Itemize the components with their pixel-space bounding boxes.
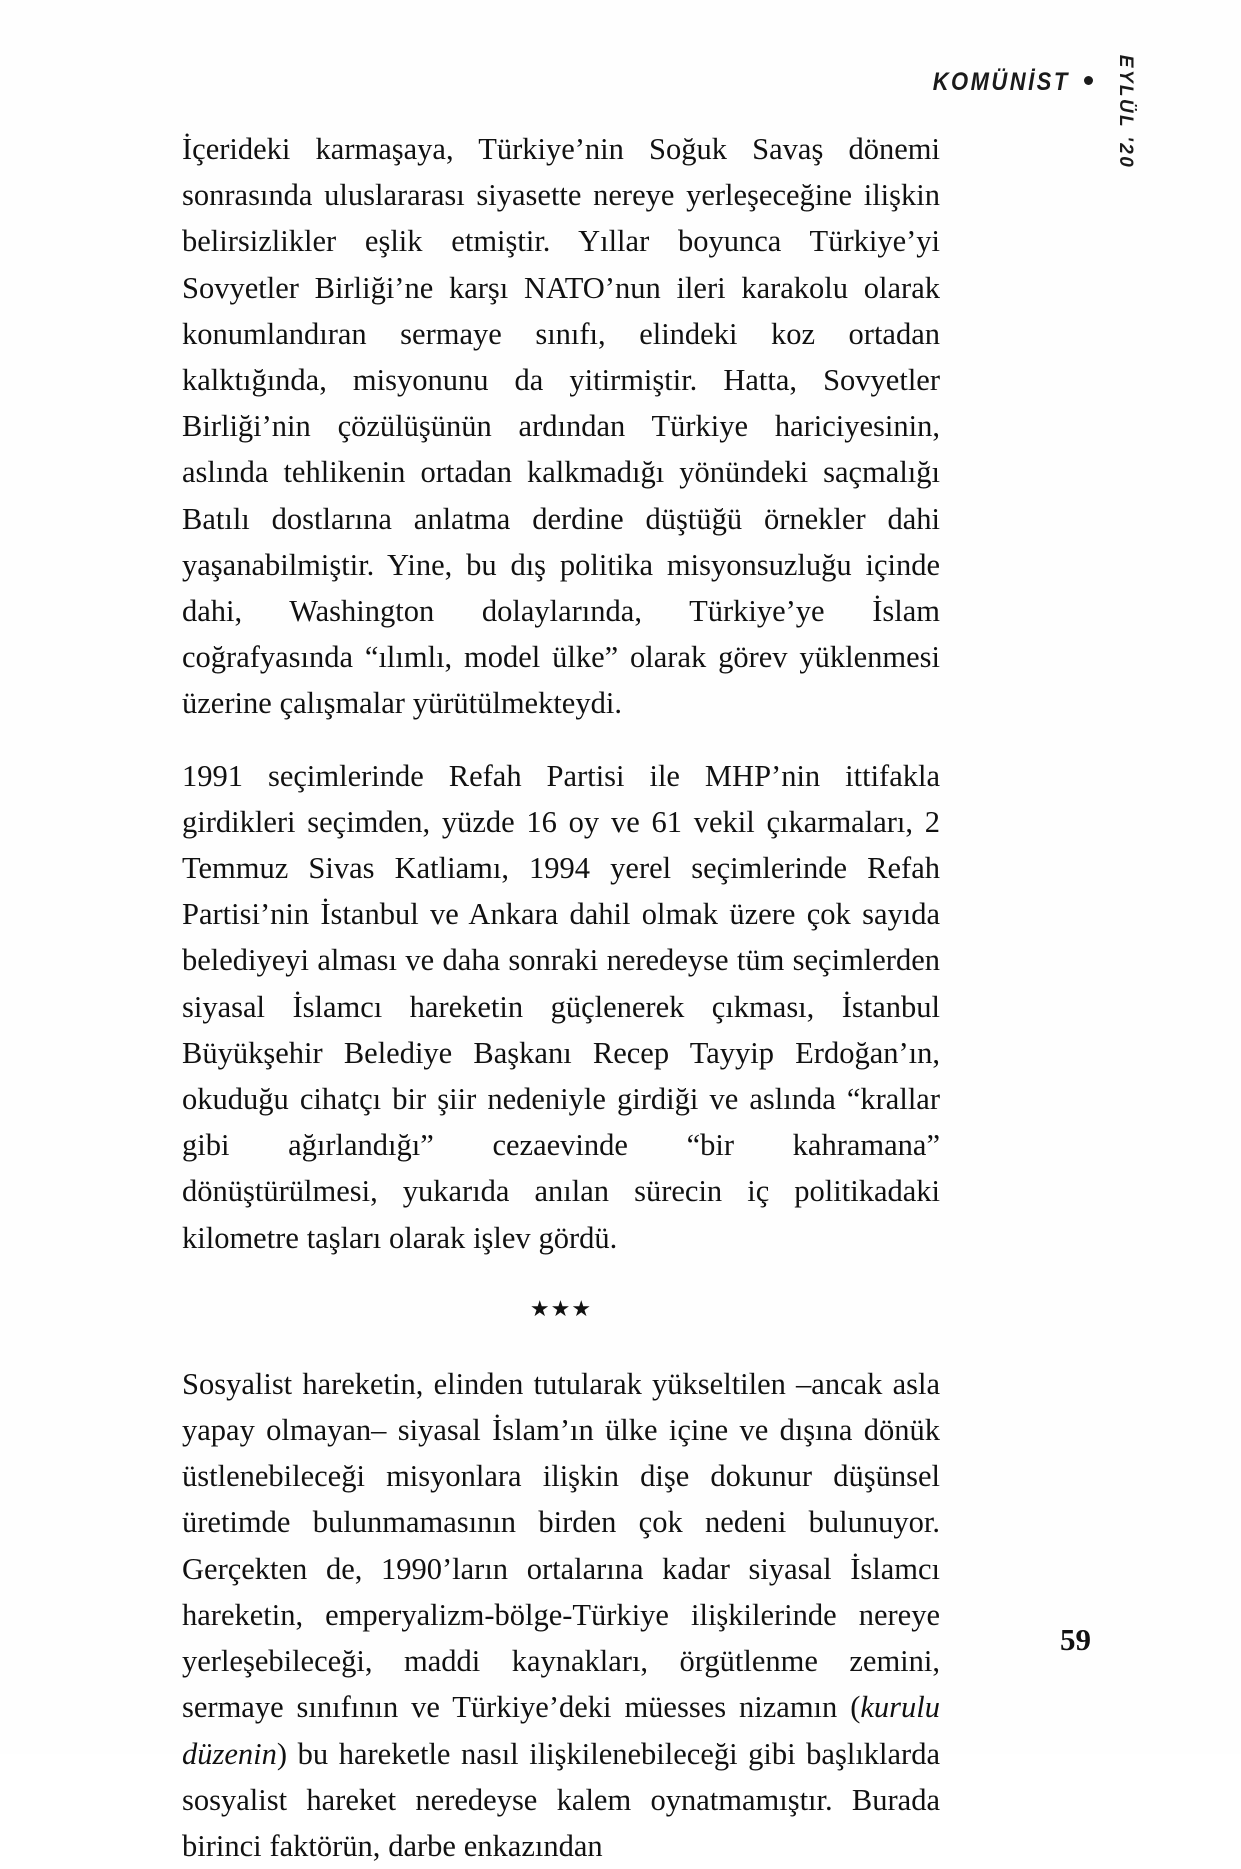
paragraph-1: İçerideki karmaşaya, Türkiye’nin Soğuk Savaş dönemi sonrasında uluslararası siyasette nereye yerleşeceğine ilişkin belirsizlikler eşlik etmiştir. Yıllar boyunca Türkiye’yi Sovyetler Birliği’ne karşı NATO’nun ileri karakolu olarak konumlandıran sermaye sınıfı, elindeki koz ortadan kalktığında, misyonunu da yitirmiştir. Hatta, Sovyetler Birliği’nin çözülüşünün ardından Türkiye hariciyesinin, aslında tehlikenin ortadan kalkmadığı yönündeki saçmalığı Batılı dostlarına anlatma derdine düştüğü örnekler dahi yaşanabilmiştir. Yine, bu dış politika misyonsuzluğu içinde dahi, Washington dolaylarında, Türkiye’ye İslam coğrafyasında “ılımlı, model ülke” olarak görev yüklenmesi üzerine çalışmalar yürütülmekteydi. (182, 132, 940, 721)
page-number: 59 (1060, 1622, 1091, 1657)
paragraph-3 (182, 1361, 940, 1869)
bullet-dot-icon (1084, 76, 1093, 85)
paragraph-3-italic-phrase: kurulu düzenin (182, 1690, 940, 1771)
running-header (914, 62, 1093, 102)
paragraph-3-part-1: Sosyalist hareketin, elinden tutularak yükseltilen –ancak asla yapay olmayan– siyasal İslam’ın ülke içine ve dışına dönük üstlenebileceği misyonlara ilişkin dişe dokunur düşünsel üretimde bulunmamasının birden çok nedeni bulunuyor. Gerçekten de, 1990’ların ortalarına kadar siyasal İslamcı hareketin, emperyalizm-bölge-Türkiye ilişkilerinde nereye yerleşebileceği, maddi kaynakları, örgütlenme zemini, sermaye sınıfının ve Türkiye’deki müesses nizamın ( (182, 1366, 940, 1725)
paragraph-2: 1991 seçimlerinde Refah Partisi ile MHP’nin ittifakla girdikleri seçimden, yüzde 16 oy ve 61 vekil çıkarmaları, 2 Temmuz Sivas Katliamı, 1994 yerel seçimlerinde Refah Partisi’nin İstanbul ve Ankara dahil olmak üzere çok sayıda belediyeyi alması ve daha sonraki neredeyse tüm seçimlerden siyasal İslamcı hareketin güçlenerek çıkması, İstanbul Büyükşehir Belediye Başkanı Recep Tayyip Erdoğan’ın, okuduğu cihatçı bir şiir nedeniyle girdiği ve aslında “krallar gibi ağırlandığı” cezaevinde “bir kahramana” dönüştürülmesi, yukarıda anılan sürecin iç politikadaki kilometre taşları olarak işlev gördü. (182, 758, 940, 1255)
paragraph-3-part-2: ) bu hareketle nasıl ilişkilenebileceği gibi başlıklarda sosyalist hareket neredeyse kalem oynatmamıştır. Burada birinci faktörün, darbe enkazından (182, 1736, 940, 1863)
issue-date-label: EYLÜL '20 (1115, 54, 1136, 170)
text-column (182, 126, 940, 1869)
section-divider: ★★★ (529, 1296, 593, 1322)
issue-date-block (1115, 54, 1153, 312)
publication-title: KOMÜNİST (932, 67, 1070, 96)
